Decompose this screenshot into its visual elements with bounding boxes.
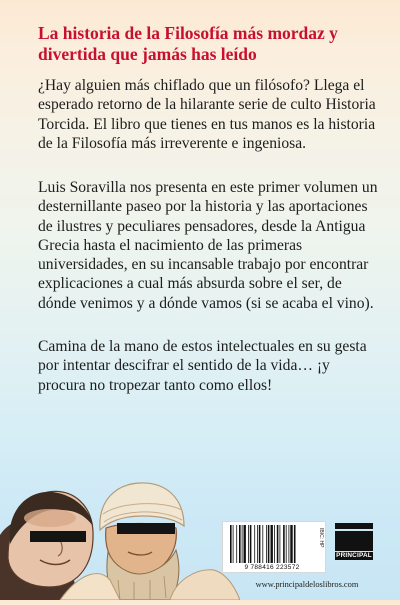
philosophers-drawing xyxy=(0,440,240,600)
isbn-barcode xyxy=(222,521,326,573)
ibic-code: IBIC: HP xyxy=(318,528,324,548)
publisher-logo xyxy=(335,523,373,560)
isbn-number: 9 788416 223572 xyxy=(244,564,300,571)
censor-bar-left xyxy=(30,531,86,542)
tagline: La historia de la Filosofía más mordaz y divertida que jamás has leído xyxy=(38,23,338,64)
philosophers-illustration xyxy=(0,440,240,600)
synopsis-paragraph-2: Luis Soravilla nos presenta en este primer volumen un desternillante paseo por la historia y las aportaciones de ilustres y peculiares pensadores, desde la Antigua Grecia hasta el nacimiento de las primeras universidades, en su incansable trabajo por encontrar explicaciones a cual más absurda sobre el ser, de dónde venimos y a dónde vamos (si se acaba el vino). xyxy=(38,179,378,312)
publisher-url: www.principaldeloslibros.com xyxy=(255,580,359,589)
publisher-logo-mark xyxy=(335,523,373,551)
synopsis-paragraph-1: ¿Hay alguien más chiflado que un filósofo? Llega el esperado retorno de la hilarante serie de culto Historia Torcida. El libro que tienes en tus manos es la historia de la Filosofía más irreverente e ingeniosa. xyxy=(38,77,376,152)
publisher-logo-text: PRINCIPAL xyxy=(336,552,372,559)
synopsis-paragraph-3: Camina de la mano de estos intelectuales en su gesta por intentar descifrar el sentido de la vida… ¡y procura no tropezar tanto como ellos! xyxy=(38,338,367,394)
censor-bar-right xyxy=(117,523,175,534)
barcode-bars xyxy=(229,525,313,563)
